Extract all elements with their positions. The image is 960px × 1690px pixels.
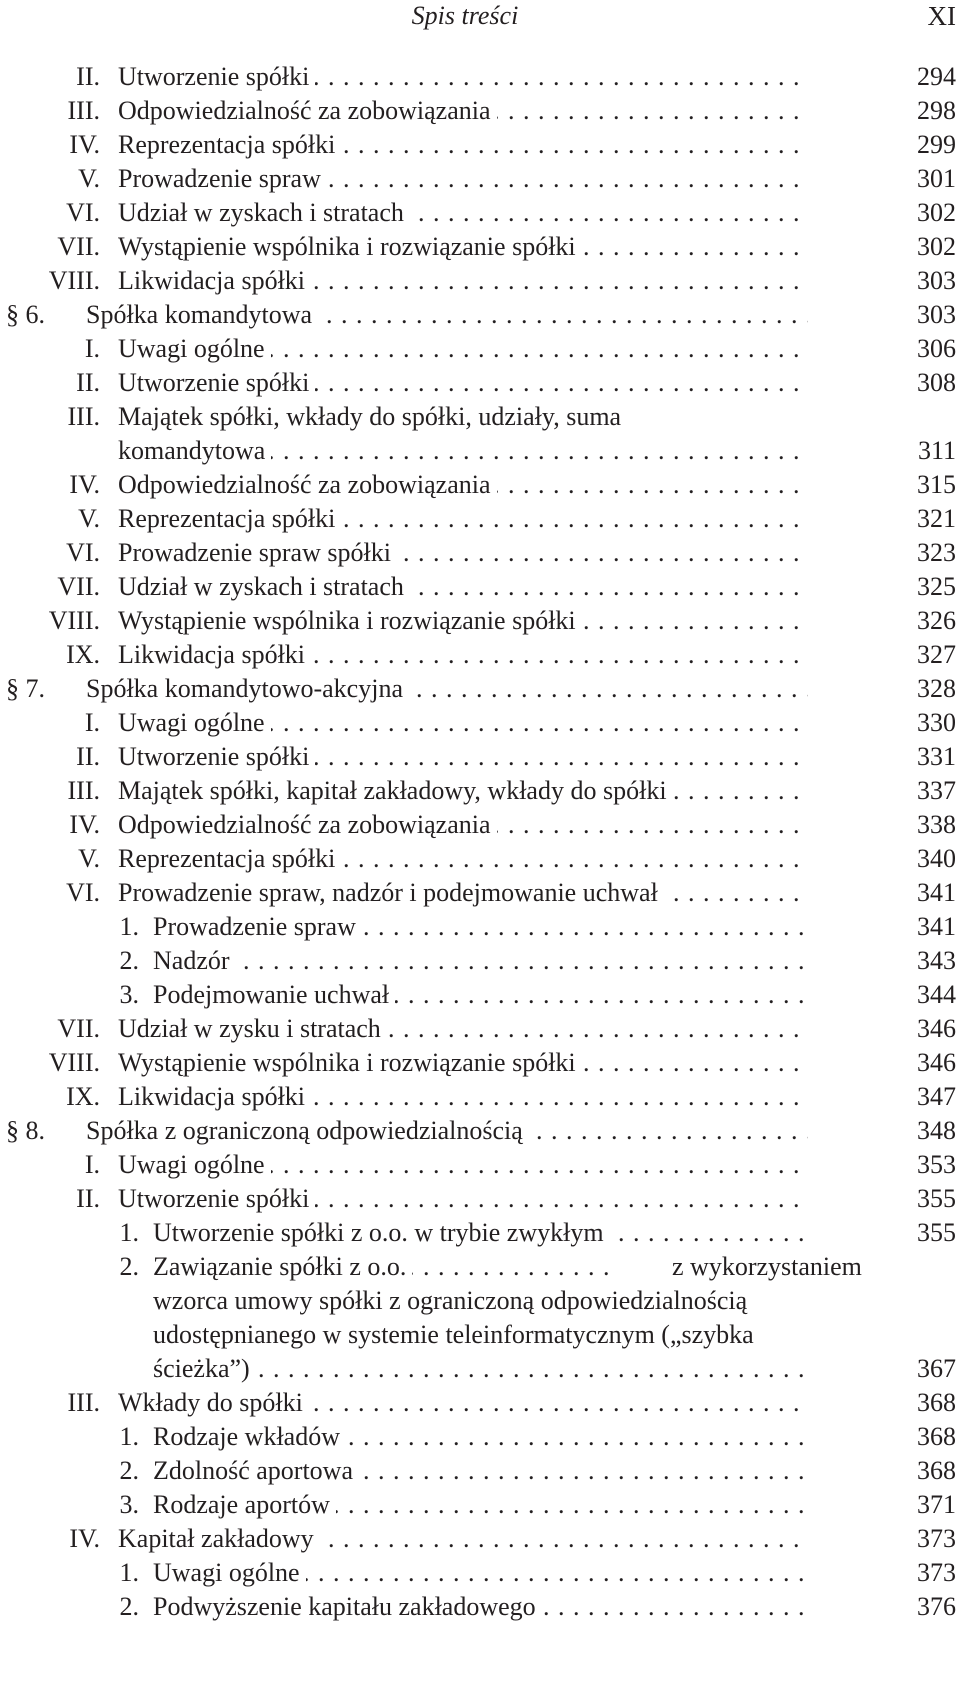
toc-entry bbox=[0, 1114, 960, 1148]
toc-entry bbox=[0, 1386, 960, 1420]
table-of-contents bbox=[0, 60, 960, 1624]
toc-entry-page: 321 bbox=[917, 504, 956, 533]
toc-entry-page: 330 bbox=[917, 708, 956, 737]
toc-entry-page: 346 bbox=[917, 1014, 956, 1043]
toc-entry bbox=[0, 1318, 960, 1352]
toc-entry-number: III. bbox=[67, 96, 100, 125]
toc-entry bbox=[0, 672, 960, 706]
toc-entry-page: 344 bbox=[917, 980, 956, 1009]
toc-entry-number: VII. bbox=[57, 1014, 100, 1043]
toc-entry bbox=[0, 570, 960, 604]
toc-entry-page: 373 bbox=[917, 1558, 956, 1587]
toc-entry bbox=[0, 60, 960, 94]
toc-entry bbox=[0, 502, 960, 536]
toc-entry bbox=[0, 196, 960, 230]
toc-entry-page: 368 bbox=[917, 1456, 956, 1485]
toc-entry bbox=[0, 1182, 960, 1216]
toc-entry-title: Prowadzenie spraw bbox=[153, 912, 362, 941]
toc-entry-title: Utworzenie spółki bbox=[118, 368, 315, 397]
toc-entry-number: III. bbox=[67, 776, 100, 805]
toc-entry-title: Uwagi ogólne bbox=[118, 708, 271, 737]
toc-entry bbox=[0, 1454, 960, 1488]
toc-entry-number: VII. bbox=[57, 232, 100, 261]
toc-entry-page: 373 bbox=[917, 1524, 956, 1553]
toc-entry bbox=[0, 1420, 960, 1454]
toc-entry-number: § 6. bbox=[6, 300, 45, 329]
toc-entry-title: Uwagi ogólne bbox=[118, 1150, 271, 1179]
toc-entry-number: § 8. bbox=[6, 1116, 45, 1145]
running-title: Spis treści bbox=[411, 1, 519, 30]
toc-entry-number: 2. bbox=[119, 1252, 139, 1281]
toc-entry-page: 323 bbox=[917, 538, 956, 567]
toc-entry-title: Wystąpienie wspólnika i rozwiązanie spółki bbox=[118, 1048, 582, 1077]
toc-entry-number: 2. bbox=[119, 946, 139, 975]
toc-entry-title-continuation: z wykorzystaniem bbox=[672, 1252, 862, 1281]
toc-entry-title: Odpowiedzialność za zobowiązania bbox=[118, 810, 497, 839]
toc-entry-number: VI. bbox=[66, 538, 100, 567]
toc-entry-title: Likwidacja spółki bbox=[118, 1082, 311, 1111]
toc-entry-title: Udział w zyskach i stratach bbox=[118, 198, 410, 227]
toc-entry-page: 301 bbox=[917, 164, 956, 193]
toc-entry-title: Spółka z ograniczoną odpowiedzialnością bbox=[86, 1116, 529, 1145]
toc-entry-page: 328 bbox=[917, 674, 956, 703]
toc-entry bbox=[0, 434, 960, 468]
toc-entry-page: 337 bbox=[917, 776, 956, 805]
toc-entry-number: V. bbox=[78, 164, 100, 193]
toc-entry bbox=[0, 1012, 960, 1046]
toc-entry-title: Likwidacja spółki bbox=[118, 640, 311, 669]
toc-entry-page: 325 bbox=[917, 572, 956, 601]
toc-entry bbox=[0, 1590, 960, 1624]
toc-entry-number: VI. bbox=[66, 198, 100, 227]
toc-entry-title: Utworzenie spółki bbox=[118, 62, 315, 91]
toc-entry-number: IV. bbox=[69, 1524, 100, 1553]
toc-entry-number: III. bbox=[67, 1388, 100, 1417]
toc-entry-title: Odpowiedzialność za zobowiązania bbox=[118, 470, 497, 499]
toc-entry-page: 303 bbox=[917, 300, 956, 329]
toc-entry-page: 308 bbox=[917, 368, 956, 397]
toc-entry-page: 343 bbox=[917, 946, 956, 975]
toc-entry-title: Zdolność aportowa bbox=[153, 1456, 359, 1485]
toc-entry bbox=[0, 842, 960, 876]
toc-entry-title: Odpowiedzialność za zobowiązania bbox=[118, 96, 497, 125]
toc-entry-number: IV. bbox=[69, 130, 100, 159]
toc-entry-number: IV. bbox=[69, 470, 100, 499]
toc-entry-page: 376 bbox=[917, 1592, 956, 1621]
toc-entry bbox=[0, 1488, 960, 1522]
toc-entry bbox=[0, 128, 960, 162]
toc-entry bbox=[0, 1216, 960, 1250]
toc-entry-title: Udział w zysku i stratach bbox=[118, 1014, 387, 1043]
toc-entry bbox=[0, 1556, 960, 1590]
toc-entry-page: 331 bbox=[917, 742, 956, 771]
toc-entry-number: VII. bbox=[57, 572, 100, 601]
toc-entry bbox=[0, 298, 960, 332]
toc-entry-number: II. bbox=[76, 62, 100, 91]
toc-entry bbox=[0, 1250, 960, 1284]
toc-entry-page: 326 bbox=[917, 606, 956, 635]
toc-entry-page: 311 bbox=[917, 436, 956, 465]
toc-entry-title: Uwagi ogólne bbox=[153, 1558, 306, 1587]
toc-entry-title: komandytowa bbox=[118, 436, 271, 465]
toc-entry-page: 302 bbox=[917, 232, 956, 261]
toc-entry-number: VI. bbox=[66, 878, 100, 907]
toc-entry-title: Utworzenie spółki z o.o. w trybie zwykłym bbox=[153, 1218, 610, 1247]
page-header bbox=[0, 0, 960, 34]
toc-entry-title: Nadzór bbox=[153, 946, 236, 975]
toc-entry bbox=[0, 706, 960, 740]
toc-entry bbox=[0, 1046, 960, 1080]
toc-entry-number: 2. bbox=[119, 1592, 139, 1621]
toc-entry-number: III. bbox=[67, 402, 100, 431]
toc-entry-number: VIII. bbox=[48, 1048, 100, 1077]
toc-entry-title: Zawiązanie spółki z o.o. bbox=[153, 1252, 412, 1281]
toc-entry-page: 298 bbox=[917, 96, 956, 125]
toc-entry bbox=[0, 264, 960, 298]
toc-entry-title: Reprezentacja spółki bbox=[118, 130, 341, 159]
toc-entry bbox=[0, 740, 960, 774]
toc-entry bbox=[0, 400, 960, 434]
toc-entry-number: I. bbox=[84, 1150, 100, 1179]
toc-entry-number: 3. bbox=[119, 980, 139, 1009]
toc-entry-page: 368 bbox=[917, 1422, 956, 1451]
toc-entry-number: 2. bbox=[119, 1456, 139, 1485]
toc-entry-page: 299 bbox=[917, 130, 956, 159]
toc-entry-number: 1. bbox=[119, 1218, 139, 1247]
toc-entry-title: Utworzenie spółki bbox=[118, 1184, 315, 1213]
toc-entry-number: II. bbox=[76, 368, 100, 397]
toc-entry-page: 371 bbox=[917, 1490, 956, 1519]
toc-entry-page: 303 bbox=[917, 266, 956, 295]
toc-entry-page: 341 bbox=[917, 912, 956, 941]
toc-entry-title: Prowadzenie spraw spółki bbox=[118, 538, 397, 567]
toc-entry-number: II. bbox=[76, 1184, 100, 1213]
toc-entry-page: 348 bbox=[917, 1116, 956, 1145]
toc-entry-number: IV. bbox=[69, 810, 100, 839]
toc-entry-page: 315 bbox=[917, 470, 956, 499]
toc-entry-number: 1. bbox=[119, 912, 139, 941]
toc-entry bbox=[0, 944, 960, 978]
toc-entry-title: Reprezentacja spółki bbox=[118, 844, 341, 873]
toc-entry-number: § 7. bbox=[6, 674, 45, 703]
toc-entry-number: IX. bbox=[66, 640, 100, 669]
toc-entry-page: 340 bbox=[917, 844, 956, 873]
toc-entry-number: II. bbox=[76, 742, 100, 771]
toc-entry-title: wzorca umowy spółki z ograniczoną odpowiedzialnością bbox=[153, 1286, 748, 1315]
toc-entry-number: 3. bbox=[119, 1490, 139, 1519]
toc-entry-number: V. bbox=[78, 504, 100, 533]
toc-entry bbox=[0, 468, 960, 502]
toc-entry bbox=[0, 366, 960, 400]
toc-entry-title: Podwyższenie kapitału zakładowego bbox=[153, 1592, 542, 1621]
toc-entry-page: 367 bbox=[917, 1354, 956, 1383]
toc-entry bbox=[0, 978, 960, 1012]
toc-entry bbox=[0, 638, 960, 672]
toc-entry-title: Kapitał zakładowy bbox=[118, 1524, 320, 1553]
toc-entry-number: VIII. bbox=[48, 266, 100, 295]
toc-entry-title: Utworzenie spółki bbox=[118, 742, 315, 771]
toc-entry-number: 1. bbox=[119, 1558, 139, 1587]
toc-entry bbox=[0, 1522, 960, 1556]
toc-entry-title: Podejmowanie uchwał bbox=[153, 980, 395, 1009]
toc-entry-title: Spółka komandytowa bbox=[86, 300, 318, 329]
toc-entry-title: Majątek spółki, wkłady do spółki, udziały, suma bbox=[118, 402, 622, 431]
toc-entry-number: I. bbox=[84, 334, 100, 363]
toc-entry-title: Wkłady do spółki bbox=[118, 1388, 309, 1417]
toc-entry-title: Rodzaje wkładów bbox=[153, 1422, 346, 1451]
toc-entry-page: 355 bbox=[917, 1218, 956, 1247]
toc-entry bbox=[0, 808, 960, 842]
toc-entry-title: Prowadzenie spraw bbox=[118, 164, 327, 193]
toc-entry-page: 327 bbox=[917, 640, 956, 669]
toc-entry-page: 306 bbox=[917, 334, 956, 363]
toc-entry-number: VIII. bbox=[48, 606, 100, 635]
toc-entry-title: udostępnianego w systemie teleinformatycznym („szybka bbox=[153, 1320, 754, 1349]
toc-entry-page: 338 bbox=[917, 810, 956, 839]
toc-entry bbox=[0, 162, 960, 196]
toc-entry bbox=[0, 604, 960, 638]
toc-entry-page: 294 bbox=[917, 62, 956, 91]
toc-entry-page: 368 bbox=[917, 1388, 956, 1417]
toc-entry-page: 346 bbox=[917, 1048, 956, 1077]
toc-entry-page: 353 bbox=[917, 1150, 956, 1179]
toc-entry-page: 355 bbox=[917, 1184, 956, 1213]
toc-entry-title: Udział w zyskach i stratach bbox=[118, 572, 410, 601]
page-number: XI bbox=[927, 1, 956, 31]
toc-entry-title: Wystąpienie wspólnika i rozwiązanie spółki bbox=[118, 232, 582, 261]
toc-entry-title: Reprezentacja spółki bbox=[118, 504, 341, 533]
toc-entry bbox=[0, 1352, 960, 1386]
toc-entry-page: 341 bbox=[917, 878, 956, 907]
toc-entry-title: Spółka komandytowo-akcyjna bbox=[86, 674, 409, 703]
toc-entry bbox=[0, 1284, 960, 1318]
toc-entry bbox=[0, 94, 960, 128]
toc-entry-title: Wystąpienie wspólnika i rozwiązanie spółki bbox=[118, 606, 582, 635]
toc-entry-number: I. bbox=[84, 708, 100, 737]
toc-entry-title: Likwidacja spółki bbox=[118, 266, 311, 295]
toc-entry bbox=[0, 230, 960, 264]
toc-entry bbox=[0, 332, 960, 366]
toc-entry bbox=[0, 910, 960, 944]
toc-entry-title: Majątek spółki, kapitał zakładowy, wkłady do spółki bbox=[118, 776, 673, 805]
toc-entry-title: Rodzaje aportów bbox=[153, 1490, 336, 1519]
toc-entry-title: Uwagi ogólne bbox=[118, 334, 271, 363]
toc-entry-number: 1. bbox=[119, 1422, 139, 1451]
toc-entry bbox=[0, 774, 960, 808]
toc-entry bbox=[0, 876, 960, 910]
toc-entry-page: 302 bbox=[917, 198, 956, 227]
toc-entry-page: 347 bbox=[917, 1082, 956, 1111]
toc-entry-title: ścieżka”) bbox=[153, 1354, 256, 1383]
toc-entry-number: V. bbox=[78, 844, 100, 873]
toc-entry bbox=[0, 1148, 960, 1182]
toc-entry bbox=[0, 1080, 960, 1114]
toc-entry bbox=[0, 536, 960, 570]
toc-entry-number: IX. bbox=[66, 1082, 100, 1111]
toc-entry-title: Prowadzenie spraw, nadzór i podejmowanie uchwał bbox=[118, 878, 664, 907]
